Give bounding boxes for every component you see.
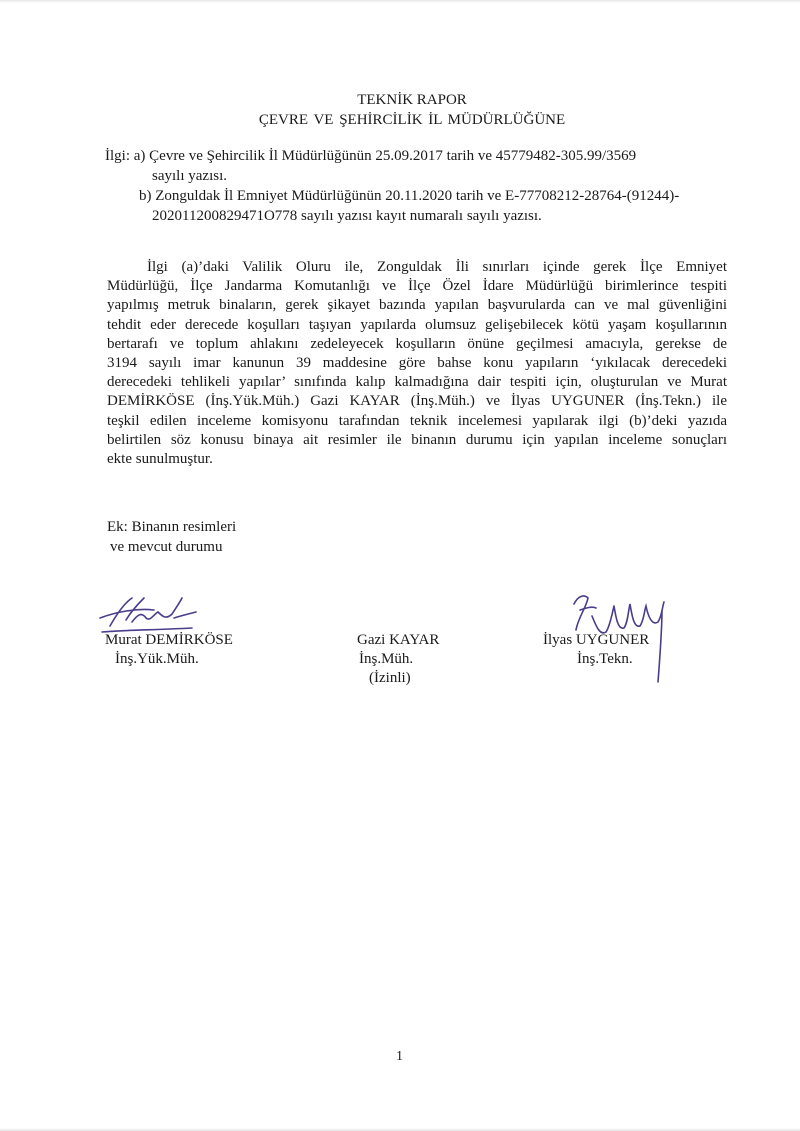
scan-edge-top — [0, 0, 800, 3]
reference-a-line: İlgi: a) Çevre ve Şehircilik İl Müdürlüğünün 25.09.2017 tarih ve 45779482-305.99/3569 — [105, 148, 637, 164]
addressee-heading: ÇEVRE VE ŞEHİRCİLİK İL MÜDÜRLÜĞÜNE — [258, 112, 566, 128]
body-line: tehdit eder derecede koşulları taşıyan yapılarda olumsuz gelişebilecek kötü yaşam koşullarının — [107, 316, 727, 333]
signatory-name: Gazi KAYAR — [357, 632, 440, 648]
signatory-title: İnş.Müh. — [359, 651, 414, 667]
signatory-3 — [543, 631, 649, 669]
body-line: yapılmış metruk binaların, gerek şikayet bazında yapılan başvurularda can ve mal güvenliğini — [107, 297, 727, 314]
reference-block — [105, 146, 725, 226]
body-line: DEMİRKÖSE (İnş.Yük.Müh.) Gazi KAYAR (İnş.Müh.) ve İlyas UYGUNER (İnş.Tekn.) ile — [107, 393, 727, 410]
signatory-name: İlyas UYGUNER — [543, 632, 650, 648]
body-line: 3194 sayılı imar kanunun 39 maddesine göre bahse konu yapıların ‘yıkılacak derecedeki — [107, 355, 727, 372]
body-line: derecedeki tehlikeli yapılar’ sınıfında kalıp kalmadığına dair tespiti için, oluşturulan ve Murat — [107, 374, 727, 391]
body-line: ekte sunulmuştur. — [107, 451, 213, 468]
report-title: TEKNİK RAPOR — [357, 92, 467, 108]
body-line: Müdürlüğü, İlçe Jandarma Komutanlığı ve İlçe Özel İdare Müdürlüğü birimlerince tespiti — [107, 278, 727, 295]
signatory-name: Murat DEMİRKÖSE — [105, 632, 233, 648]
attachment-line: Ek: Binanın resimleri — [107, 519, 237, 535]
signatory-title: İnş.Yük.Müh. — [115, 651, 199, 667]
signatory-status: (İzinli) — [369, 670, 411, 686]
signatory-2 — [357, 631, 439, 688]
body-line: bertarafı ve toplum ahlakını zedeleyecek koşulların önüne geçilmesi amacıyla, gerekse de — [107, 335, 727, 352]
page-number: 1 — [396, 1049, 403, 1064]
body-line: teşkil edilen inceleme komisyonu tarafından teknik incelemesi yapılarak ilgi (b)’deki yazıda — [107, 412, 727, 429]
reference-b-line: b) Zonguldak İl Emniyet Müdürlüğünün 20.11.2020 tarih ve E-77708212-28764-(91244)- — [139, 188, 680, 204]
signatory-title: İnş.Tekn. — [577, 651, 633, 667]
body-line: belirtilen söz konusu binaya ait resimler ile binanın durumu için yapılan inceleme sonuçları — [107, 431, 727, 448]
reference-b-continuation: 202011200829471O778 sayılı yazısı kayıt numaralı sayılı yazısı. — [152, 208, 542, 224]
body-line: İlgi (a)’daki Valilik Oluru ile, Zonguldak İli sınırları içinde gerek İlçe Emniyet — [147, 259, 727, 275]
attachment-line: ve mevcut durumu — [110, 539, 223, 555]
reference-a-continuation: sayılı yazısı. — [152, 168, 227, 184]
signatory-1 — [105, 631, 233, 669]
body-paragraph — [107, 258, 727, 469]
attachment-note — [107, 517, 236, 557]
